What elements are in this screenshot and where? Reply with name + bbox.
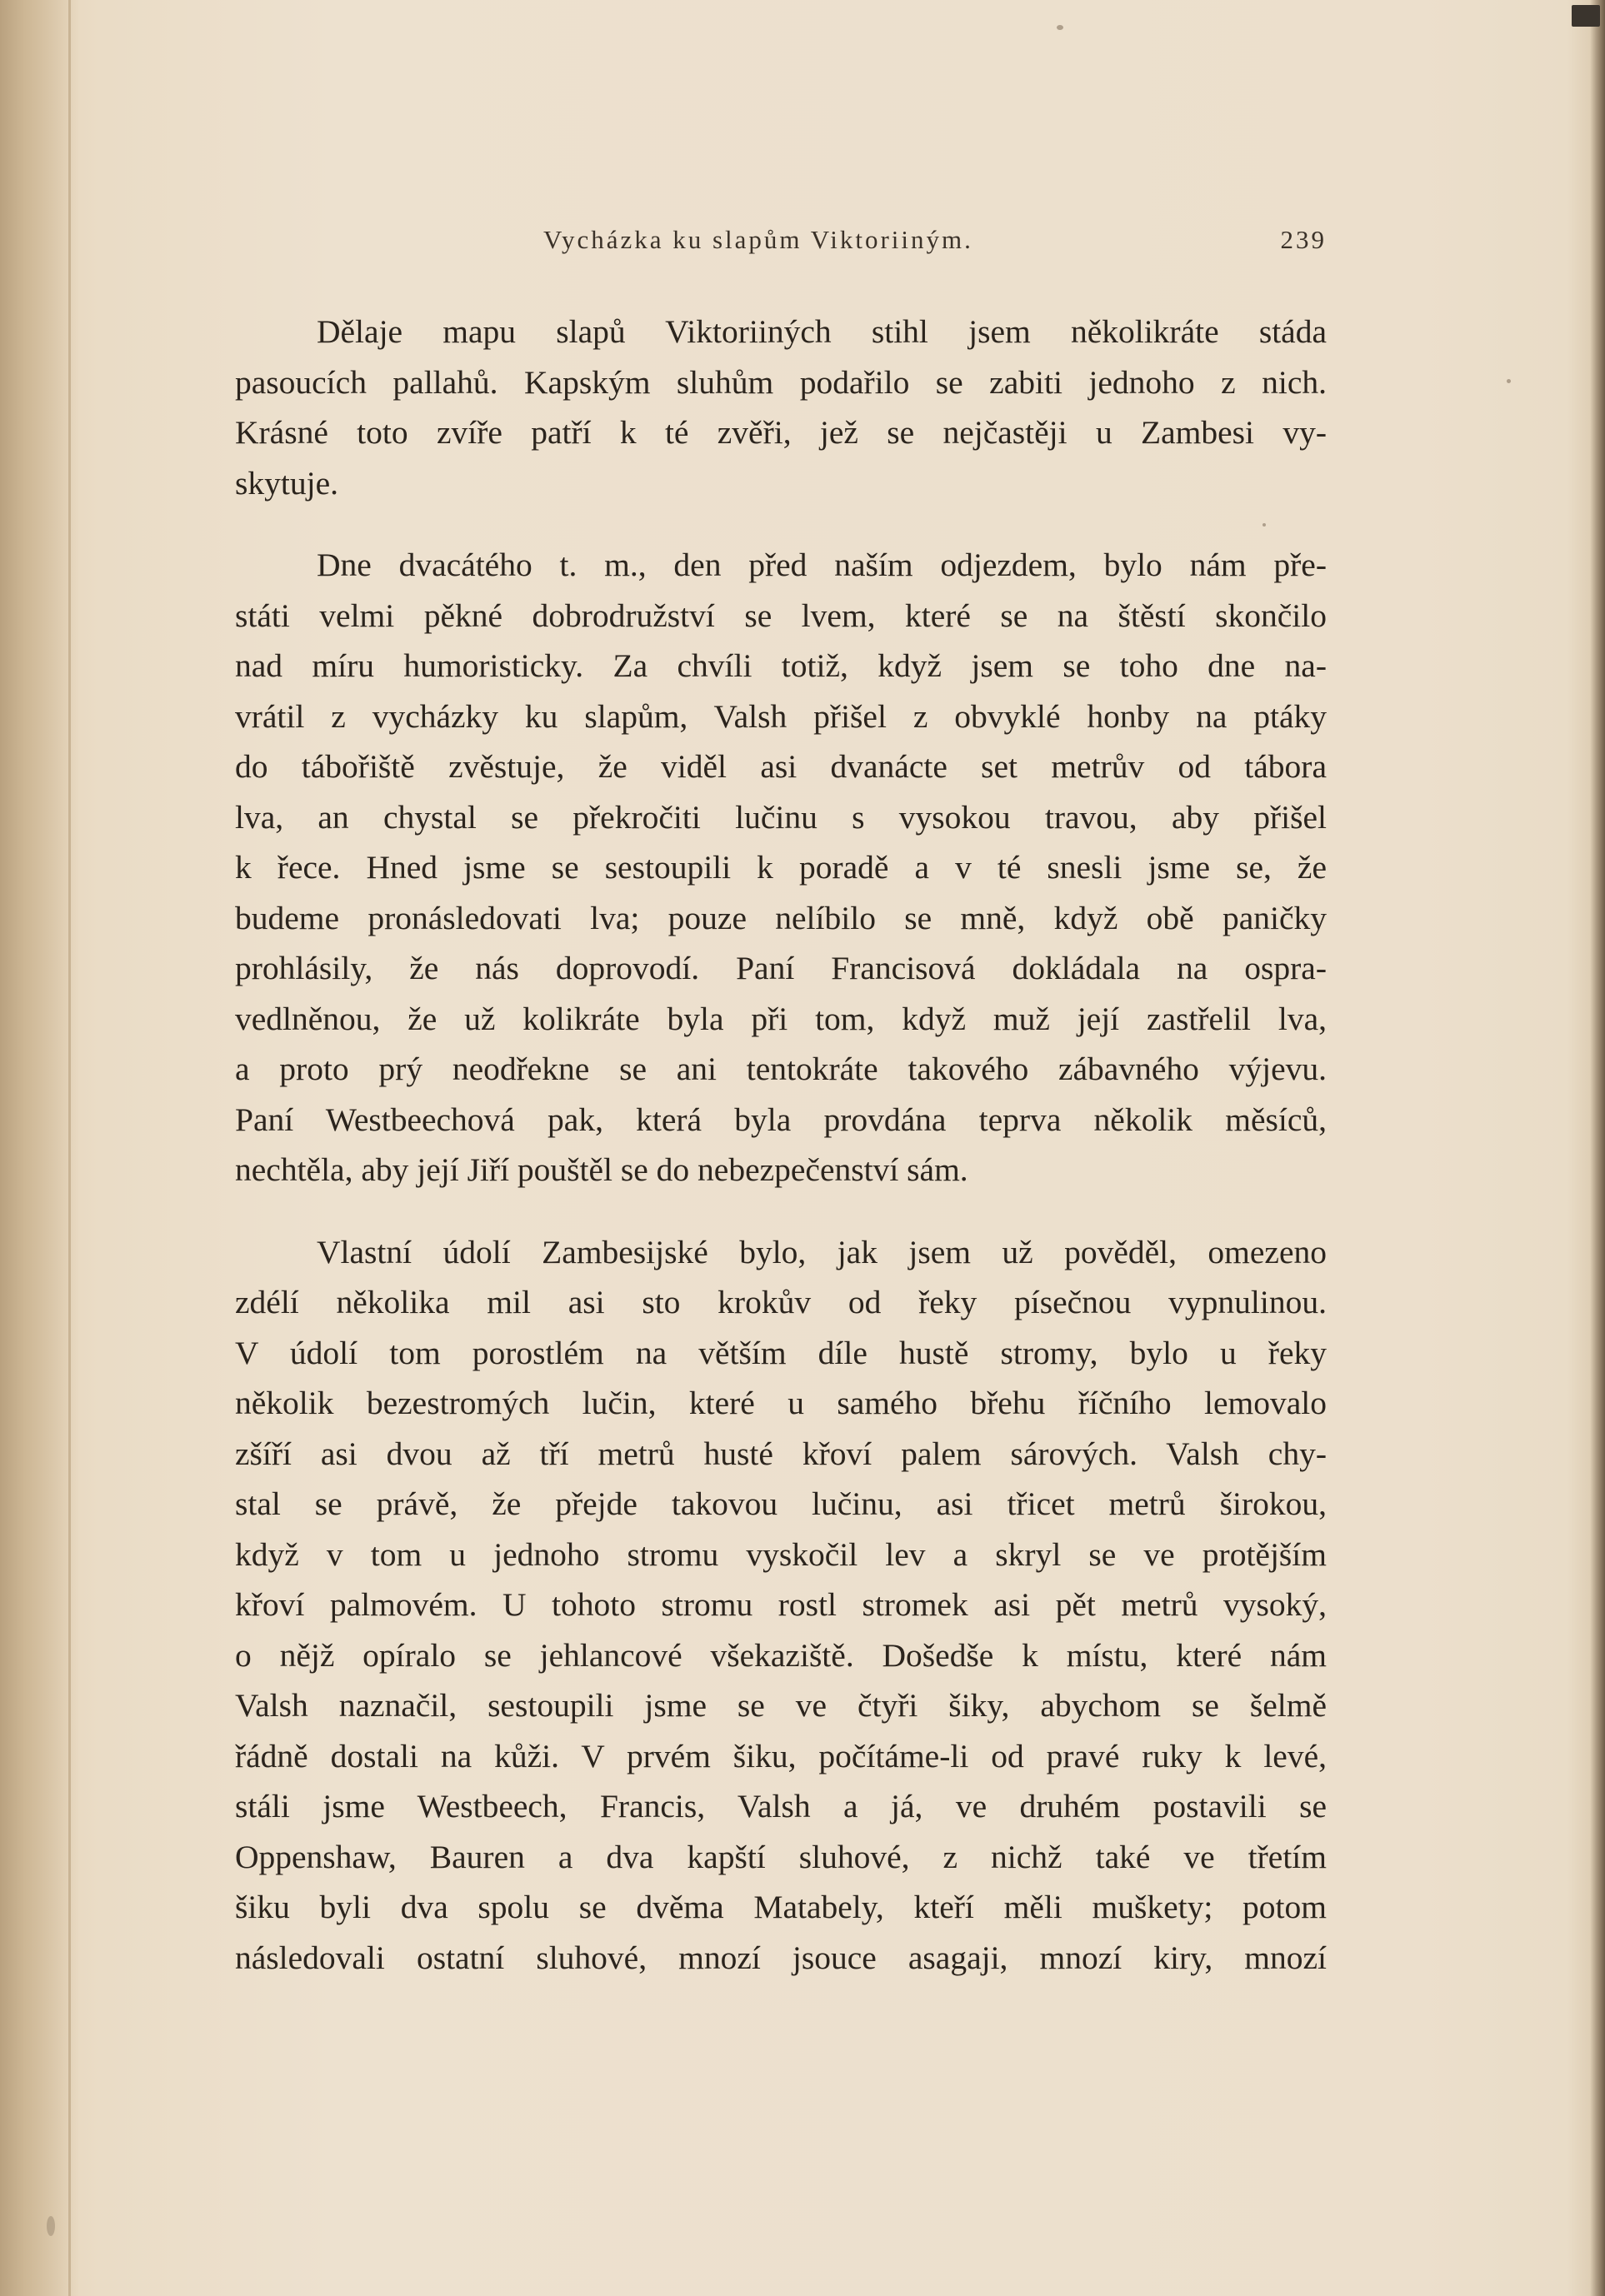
- text-line: křoví palmovém. U tohoto stromu rostl stromek asi pět metrů vysoký,: [235, 1586, 1327, 1623]
- text-line: zšíří asi dvou až tří metrů husté křoví palem sárových. Valsh chy-: [235, 1435, 1327, 1472]
- text-line: následovali ostatní sluhové, mnozí jsouce asagaji, mnozí kiry, mnozí: [235, 1939, 1327, 1976]
- paragraph: [235, 307, 1327, 508]
- text-line: řádně dostali na kůži. V prvém šiku, počítáme-li od pravé ruky k levé,: [235, 1737, 1327, 1774]
- text-line: budeme pronásledovati lva; pouze nelíbilo se mně, když obě paničky: [235, 899, 1327, 936]
- text-line: Paní Westbeechová pak, která byla provdána teprva několik měsíců,: [235, 1101, 1327, 1138]
- body-text: [235, 307, 1327, 2014]
- text-line: prohlásily, že nás doprovodí. Paní Francisová dokládala na ospra-: [235, 950, 1327, 986]
- text-line: Krásné toto zvíře patří k té zvěři, jež se nejčastěji u Zambesi vy-: [235, 414, 1327, 451]
- corner-mark: [1572, 5, 1600, 27]
- text-line: Dne dvacátého t. m., den před naším odjezdem, bylo nám pře-: [317, 547, 1327, 583]
- text-line: skytuje.: [235, 464, 338, 502]
- text-line: do tábořiště zvěstuje, že viděl asi dvanácte set metrův od tábora: [235, 748, 1327, 785]
- text-line: Valsh naznačil, sestoupili jsme se ve čtyři šiky, abychom se šelmě: [235, 1687, 1327, 1724]
- text-line: Dělaje mapu slapů Viktoriiných stihl jsem několikráte stáda: [317, 313, 1327, 350]
- text-line: nad míru humoristicky. Za chvíli totiž, když jsem se toho dne na-: [235, 647, 1327, 684]
- text-line: V údolí tom porostlém na větším díle hustě stromy, bylo u řeky: [235, 1334, 1327, 1371]
- text-line: zdélí několika mil asi sto krokův od řeky písečnou vypnulinou.: [235, 1284, 1327, 1320]
- page-number: 239: [1280, 225, 1327, 254]
- text-line: lva, an chystal se překročiti lučinu s vysokou travou, aby přišel: [235, 798, 1327, 836]
- text-line: Vlastní údolí Zambesijské bylo, jak jsem už pověděl, omezeno: [317, 1233, 1327, 1270]
- paper-speck: [47, 2216, 55, 2236]
- page-header: [235, 225, 1327, 267]
- text-line: stal se právě, že přejde takovou lučinu, asi třicet metrů širokou,: [235, 1485, 1327, 1522]
- gutter-shadow: [0, 0, 79, 2296]
- text-line: stáli jsme Westbeech, Francis, Valsh a já, ve druhém postavili se: [235, 1788, 1327, 1824]
- page-edge: [1590, 0, 1605, 2296]
- text-line: když v tom u jednoho stromu vyskočil lev a skryl se ve protějším: [235, 1535, 1327, 1573]
- text-line: pasoucích pallahů. Kapským sluhům podařilo se zabiti jednoho z nich.: [235, 363, 1327, 401]
- paper-speck: [1057, 25, 1063, 30]
- text-line: Oppenshaw, Bauren a dva kapští sluhové, z nichž také ve třetím: [235, 1838, 1327, 1875]
- text-line: k řece. Hned jsme se sestoupili k poradě a v té snesli jsme se, že: [235, 849, 1327, 886]
- paper-speck: [1507, 379, 1511, 383]
- text-line: o nějž opíralo se jehlancové všekaziště. Došedše k místu, které nám: [235, 1636, 1327, 1674]
- text-line: vrátil z vycházky ku slapům, Valsh přišel z obvyklé honby na ptáky: [235, 697, 1327, 735]
- gutter-edge: [68, 0, 71, 2296]
- text-line: nechtěla, aby její Jiří pouštěl se do nebezpečenství sám.: [235, 1151, 968, 1188]
- paragraph: [235, 540, 1327, 1195]
- text-line: šiku byli dva spolu se dvěma Matabely, kteří měli muškety; potom: [235, 1889, 1327, 1925]
- text-line: a proto prý neodřekne se ani tentokráte takového zábavného výjevu.: [235, 1051, 1327, 1087]
- text-line: vedlněnou, že už kolikráte byla při tom, když muž její zastřelil lva,: [235, 1000, 1327, 1037]
- running-title: Vycházka ku slapům Viktoriiným.: [543, 225, 973, 254]
- text-line: státi velmi pěkné dobrodružství se lvem, které se na štěstí skončilo: [235, 596, 1327, 634]
- paragraph: [235, 1227, 1327, 1984]
- text-line: několik bezestromých lučin, které u samého břehu říčního lemovalo: [235, 1385, 1327, 1421]
